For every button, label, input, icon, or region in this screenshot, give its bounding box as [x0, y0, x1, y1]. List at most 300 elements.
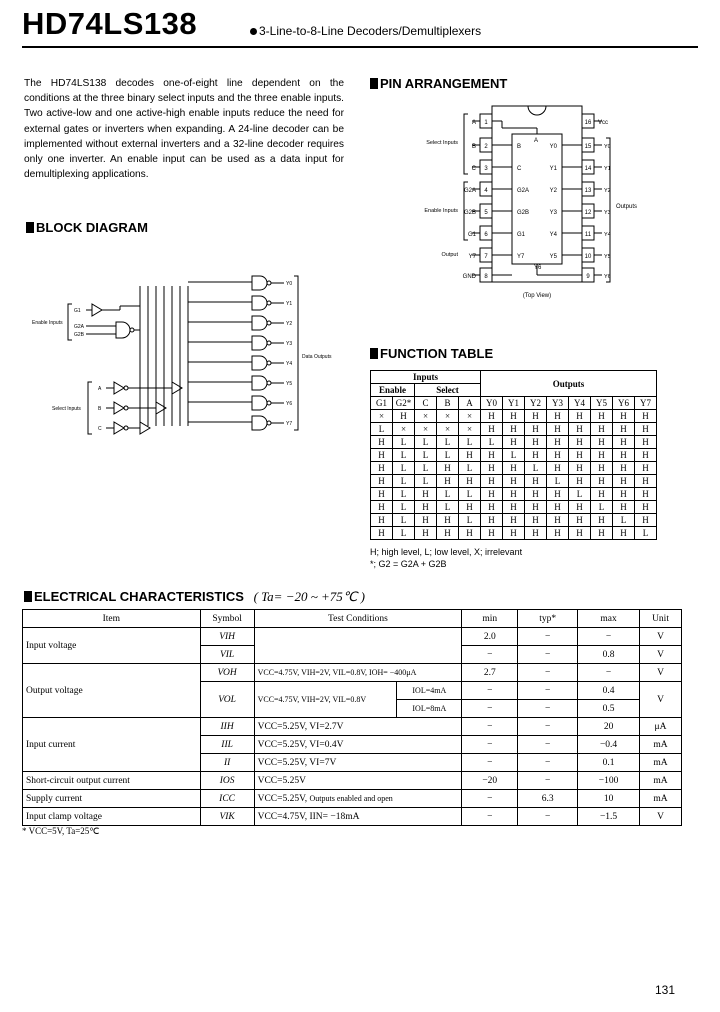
- heading-square-icon: [24, 591, 32, 602]
- ft-cell: L: [459, 488, 481, 501]
- ft-cell: H: [635, 436, 657, 449]
- bd-input-b: B: [98, 406, 102, 412]
- voh-typ: −: [518, 664, 578, 682]
- ft-cell: ×: [459, 410, 481, 423]
- pin-2-ext: B: [471, 144, 476, 150]
- sym-vik: VIK: [200, 808, 254, 826]
- icc-max: 10: [578, 790, 640, 808]
- sym-vil: VIL: [200, 646, 254, 664]
- ft-col-header: Y5: [591, 397, 613, 410]
- pin-7-ext: Y7: [468, 254, 476, 260]
- ft-cell: H: [635, 423, 657, 436]
- ft-cell: H: [503, 488, 525, 501]
- top-a-label: A: [534, 138, 539, 144]
- voh-unit: V: [640, 664, 682, 682]
- page-number: 131: [655, 983, 676, 997]
- ft-cell: H: [481, 501, 503, 514]
- cond-icc-outputs: Outputs enabled and open: [309, 793, 393, 803]
- ft-cell: H: [459, 527, 481, 540]
- ft-cell: ×: [437, 410, 459, 423]
- heading-text: BLOCK DIAGRAM: [36, 220, 148, 235]
- ft-col-header: Y4: [569, 397, 591, 410]
- iil-max: −0.4: [578, 736, 640, 754]
- pin-7-num: 7: [484, 254, 488, 260]
- table-row: [23, 772, 682, 790]
- cond-icc-vcc: VCC=5.25V,: [257, 793, 308, 804]
- ft-cell: H: [591, 514, 613, 527]
- pin-5-num: 5: [484, 210, 488, 216]
- heading-text: PIN ARRANGEMENT: [380, 76, 508, 91]
- vil-min: −: [462, 646, 518, 664]
- ft-cell: H: [371, 501, 393, 514]
- ft-cell: H: [591, 436, 613, 449]
- ii-typ: −: [518, 754, 578, 772]
- pin-4-ext: G2A: [463, 188, 476, 194]
- ft-cell: L: [415, 462, 437, 475]
- ft-cell: H: [481, 462, 503, 475]
- pin-5-ext: G2B: [463, 210, 476, 216]
- title-rule: [22, 46, 698, 48]
- ft-cell: L: [415, 436, 437, 449]
- ft-cell: H: [481, 527, 503, 540]
- bd-output-y5: Y5: [286, 381, 293, 387]
- vil-typ: −: [518, 646, 578, 664]
- ft-cell: L: [547, 475, 569, 488]
- bd-output-y2: Y2: [286, 321, 293, 327]
- ft-cell: L: [415, 475, 437, 488]
- ft-cell: H: [415, 514, 437, 527]
- pin-15-ext: Y0: [604, 144, 611, 150]
- icc-typ: 6.3: [518, 790, 578, 808]
- table-row: [371, 371, 657, 384]
- ft-cell: H: [437, 527, 459, 540]
- ft-cell: ×: [371, 410, 393, 423]
- sym-icc: ICC: [200, 790, 254, 808]
- ft-cell: L: [371, 423, 393, 436]
- ios-max: −100: [578, 772, 640, 790]
- cond-vol-common: VCC=4.75V, VIH=2V, VIL=0.8V: [257, 695, 367, 704]
- iih-typ: −: [518, 718, 578, 736]
- col-item: Item: [23, 610, 201, 628]
- item-input-voltage: Input voltage: [23, 628, 201, 664]
- heading-text: ELECTRICAL CHARACTERISTICS: [34, 589, 244, 604]
- function-table-notes: [370, 546, 522, 570]
- ft-cell: H: [547, 436, 569, 449]
- ft-cell: H: [503, 423, 525, 436]
- pin-6-ext: G1: [467, 232, 476, 238]
- ft-cell: H: [569, 410, 591, 423]
- intro-paragraph: The HD74LS138 decodes one-of-eight line dependent on the conditions at the three binary select inputs and the three enable inputs. Two active-low and one active-high enable inputs reduce the need for external gates or inverters when expanding. A 24-line decoder can be implemented without external inverters and a 32-line decoder requires only one inverter. An enable input can be used as a data input for demultiplexing applications.: [24, 78, 344, 181]
- ft-cell: H: [459, 475, 481, 488]
- electrical-table: [22, 609, 682, 826]
- ft-cell: L: [393, 462, 415, 475]
- top-view-label: (Top View): [522, 293, 552, 299]
- pin-5-int: G2B: [517, 210, 530, 216]
- sym-vih: VIH: [200, 628, 254, 646]
- ft-cell: H: [437, 475, 459, 488]
- ft-cell: L: [481, 436, 503, 449]
- vol1-max: 0.4: [578, 682, 640, 700]
- table-row: [371, 423, 657, 436]
- heading-square-icon: [370, 78, 378, 89]
- pin-10-num: 10: [584, 254, 592, 260]
- pin-7-int: Y7: [517, 254, 525, 260]
- vol1-min: −: [462, 682, 518, 700]
- col-min: min: [462, 610, 518, 628]
- cond-vol-8ma: IOL=8mA: [412, 704, 447, 713]
- ft-cell: H: [503, 436, 525, 449]
- table-row: [371, 488, 657, 501]
- iil-unit: mA: [640, 736, 682, 754]
- ft-cell: H: [371, 436, 393, 449]
- part-subtitle: [250, 24, 481, 38]
- ft-cell: H: [481, 449, 503, 462]
- pin-12-int: Y3: [549, 210, 557, 216]
- table-row: [23, 664, 682, 682]
- ft-cell: H: [437, 514, 459, 527]
- ft-col-header: Y2: [525, 397, 547, 410]
- table-row: [371, 449, 657, 462]
- pin-15-num: 15: [584, 144, 592, 150]
- table-header-row: [371, 397, 657, 410]
- select-inputs-label: Select Inputs: [426, 140, 458, 146]
- ft-cell: H: [525, 423, 547, 436]
- ft-cell: H: [613, 527, 635, 540]
- ft-cell: L: [393, 436, 415, 449]
- ft-cell: H: [481, 423, 503, 436]
- ft-cell: H: [569, 449, 591, 462]
- pin-4-num: 4: [484, 188, 488, 194]
- iih-max: 20: [578, 718, 640, 736]
- temperature-condition: ( Ta= −20 ~ +75℃ ): [253, 589, 365, 604]
- ft-cell: H: [525, 449, 547, 462]
- bd-data-outputs-label: Data Outputs: [302, 354, 332, 360]
- ft-cell: H: [569, 423, 591, 436]
- col-unit: Unit: [640, 610, 682, 628]
- enable-inputs-label: Enable Inputs: [424, 208, 458, 214]
- item-output-voltage: Output voltage: [23, 664, 201, 718]
- col-max: max: [578, 610, 640, 628]
- iih-min: −: [462, 718, 518, 736]
- ft-cell: H: [635, 410, 657, 423]
- vih-max: −: [578, 628, 640, 646]
- item-input-current: Input current: [23, 718, 201, 772]
- pin-14-ext: Y1: [604, 166, 611, 172]
- table-row: [23, 628, 682, 646]
- electrical-footnote: * VCC=5V, Ta=25℃: [22, 826, 100, 836]
- item-clamp-voltage: Input clamp voltage: [23, 808, 201, 826]
- ft-cell: H: [415, 488, 437, 501]
- bd-input-g2a: G2A: [74, 324, 85, 330]
- vol-unit: V: [640, 682, 682, 718]
- ft-cell: H: [569, 527, 591, 540]
- ft-cell: H: [459, 501, 481, 514]
- cond-iih: VCC=5.25V, VI=2.7V: [254, 718, 462, 736]
- ft-cell: H: [613, 475, 635, 488]
- ft-cell: L: [393, 501, 415, 514]
- sym-ios: IOS: [200, 772, 254, 790]
- ft-cell: H: [371, 527, 393, 540]
- ft-cell: L: [437, 436, 459, 449]
- ft-col-header: Y1: [503, 397, 525, 410]
- ft-cell: H: [503, 501, 525, 514]
- table-row: [371, 410, 657, 423]
- iil-typ: −: [518, 736, 578, 754]
- ft-cell: H: [569, 436, 591, 449]
- ii-unit: mA: [640, 754, 682, 772]
- pin-arrangement-heading: [370, 76, 507, 91]
- ft-cell: H: [635, 501, 657, 514]
- ft-cell: H: [547, 423, 569, 436]
- ft-col-header: Y6: [613, 397, 635, 410]
- ft-cell: H: [503, 410, 525, 423]
- ft-cell: L: [459, 514, 481, 527]
- heading-text: FUNCTION TABLE: [380, 346, 494, 361]
- ft-cell: H: [371, 462, 393, 475]
- vih-min: 2.0: [462, 628, 518, 646]
- bd-input-a: A: [98, 386, 102, 392]
- col-typ: typ*: [518, 610, 578, 628]
- ft-cell: H: [503, 475, 525, 488]
- cond-ii: VCC=5.25V, VI=7V: [254, 754, 462, 772]
- ft-cell: H: [569, 501, 591, 514]
- ft-cell: L: [393, 514, 415, 527]
- ft-cell: L: [437, 488, 459, 501]
- table-row: [371, 462, 657, 475]
- ft-cell: L: [503, 449, 525, 462]
- ft-cell: H: [591, 462, 613, 475]
- note-g2: *; G2 = G2A + G2B: [370, 559, 447, 569]
- vih-typ: −: [518, 628, 578, 646]
- pin-11-num: 11: [584, 232, 592, 238]
- heading-square-icon: [26, 222, 34, 233]
- ft-cell: ×: [415, 423, 437, 436]
- iil-min: −: [462, 736, 518, 754]
- vik-max: −1.5: [578, 808, 640, 826]
- ft-cell: H: [635, 488, 657, 501]
- pin-3-ext: C: [471, 166, 476, 172]
- ft-cell: H: [569, 475, 591, 488]
- ft-cell: L: [613, 514, 635, 527]
- ft-cell: H: [613, 501, 635, 514]
- ft-cell: ×: [437, 423, 459, 436]
- outputs-label: Outputs: [616, 204, 638, 210]
- bd-output-y3: Y3: [286, 341, 293, 347]
- heading-square-icon: [370, 348, 378, 359]
- ft-cell: H: [613, 423, 635, 436]
- ft-cell: L: [437, 449, 459, 462]
- table-row: [371, 436, 657, 449]
- part-number: HD74LS138: [22, 6, 198, 41]
- ft-col-header: Y3: [547, 397, 569, 410]
- vil-max: 0.8: [578, 646, 640, 664]
- ft-cell: H: [525, 501, 547, 514]
- ft-cell: L: [437, 501, 459, 514]
- ft-cell: H: [371, 488, 393, 501]
- ft-cell: H: [569, 462, 591, 475]
- vol2-min: −: [462, 700, 518, 718]
- cond-vol-4ma: IOL=4mA: [397, 682, 461, 700]
- pin-2-num: 2: [484, 144, 488, 150]
- table-row: [371, 475, 657, 488]
- ft-cell: H: [635, 462, 657, 475]
- table-row: [23, 718, 682, 736]
- pin-14-num: 14: [584, 166, 592, 172]
- ft-cell: L: [393, 449, 415, 462]
- ft-cell: H: [503, 514, 525, 527]
- ft-cell: H: [591, 410, 613, 423]
- pin-6-int: G1: [517, 232, 526, 238]
- pin-12-num: 12: [584, 210, 592, 216]
- item-supply-current: Supply current: [23, 790, 201, 808]
- electrical-heading: [24, 589, 365, 605]
- function-table-heading: [370, 346, 493, 361]
- bd-output-y6: Y6: [286, 401, 293, 407]
- ft-cell: L: [525, 462, 547, 475]
- ft-cell: H: [481, 410, 503, 423]
- pin-4-int: G2A: [517, 188, 530, 194]
- pin-3-int: C: [517, 166, 522, 172]
- ft-cell: H: [393, 410, 415, 423]
- select-header: Select: [415, 384, 481, 397]
- ft-cell: H: [613, 449, 635, 462]
- vol2-typ: −: [518, 700, 578, 718]
- ft-cell: H: [371, 514, 393, 527]
- voh-min: 2.7: [462, 664, 518, 682]
- ft-cell: H: [547, 462, 569, 475]
- pin-12-ext: Y3: [604, 210, 611, 216]
- vik-min: −: [462, 808, 518, 826]
- ft-cell: L: [393, 488, 415, 501]
- vol1-typ: −: [518, 682, 578, 700]
- pin-13-int: Y2: [549, 188, 557, 194]
- inputs-header: Inputs: [371, 371, 481, 384]
- ft-cell: H: [547, 514, 569, 527]
- pin-9-int: Y6: [534, 265, 542, 271]
- pin-2-int: B: [517, 144, 522, 150]
- ft-cell: H: [547, 449, 569, 462]
- ft-cell: H: [481, 475, 503, 488]
- ft-cell: H: [635, 514, 657, 527]
- col-symbol: Symbol: [200, 610, 254, 628]
- bd-select-label: Select Inputs: [52, 406, 81, 412]
- ft-cell: H: [525, 410, 547, 423]
- ft-cell: H: [613, 462, 635, 475]
- ft-cell: H: [547, 527, 569, 540]
- ft-cell: H: [591, 449, 613, 462]
- ft-cell: L: [415, 449, 437, 462]
- pin-13-num: 13: [584, 188, 592, 194]
- table-row: [371, 527, 657, 540]
- sym-iil: IIL: [200, 736, 254, 754]
- ft-cell: H: [525, 475, 547, 488]
- ft-cell: L: [459, 436, 481, 449]
- ios-typ: −: [518, 772, 578, 790]
- ft-cell: H: [613, 410, 635, 423]
- cond-vik: VCC=4.75V, IIN= −18mA: [254, 808, 462, 826]
- cond-ios: VCC=5.25V: [254, 772, 462, 790]
- pin-9-num: 9: [586, 274, 590, 280]
- block-diagram-heading: [26, 220, 148, 235]
- icc-min: −: [462, 790, 518, 808]
- pin-11-ext: Y4: [604, 232, 611, 238]
- pin-10-ext: Y5: [604, 254, 611, 260]
- cond-iil: VCC=5.25V, VI=0.4V: [254, 736, 462, 754]
- cond-icc: [254, 790, 462, 808]
- ft-cell: H: [547, 501, 569, 514]
- ii-max: 0.1: [578, 754, 640, 772]
- ios-unit: mA: [640, 772, 682, 790]
- vol2-max: 0.5: [578, 700, 640, 718]
- bd-output-y0: Y0: [286, 281, 293, 287]
- vih-unit: V: [640, 628, 682, 646]
- ft-cell: H: [371, 475, 393, 488]
- ft-col-header: G2*: [393, 397, 415, 410]
- bullet-icon: [250, 28, 257, 35]
- ft-col-header: B: [437, 397, 459, 410]
- sym-vol: VOL: [200, 682, 254, 718]
- pin-14-int: Y1: [549, 166, 557, 172]
- pin-11-int: Y4: [549, 232, 557, 238]
- vil-unit: V: [640, 646, 682, 664]
- ft-cell: L: [591, 501, 613, 514]
- output-label: Output: [441, 252, 458, 258]
- sym-ii: II: [200, 754, 254, 772]
- ft-cell: H: [525, 527, 547, 540]
- ft-col-header: A: [459, 397, 481, 410]
- ft-cell: H: [481, 514, 503, 527]
- table-row: [371, 514, 657, 527]
- ft-cell: L: [393, 475, 415, 488]
- ft-cell: ×: [459, 423, 481, 436]
- bd-enable-label: Enable Inputs: [32, 320, 63, 326]
- ft-cell: H: [415, 527, 437, 540]
- pin-1-ext: A: [471, 120, 476, 126]
- table-header-row: [23, 610, 682, 628]
- pin-arrangement-diagram: [420, 104, 660, 304]
- pin-3-num: 3: [484, 166, 488, 172]
- sym-iih: IIH: [200, 718, 254, 736]
- ft-cell: H: [481, 488, 503, 501]
- outputs-header: Outputs: [481, 371, 657, 397]
- ft-col-header: Y0: [481, 397, 503, 410]
- ft-cell: H: [525, 436, 547, 449]
- ft-cell: H: [613, 488, 635, 501]
- bd-output-y7: Y7: [286, 421, 293, 427]
- ft-cell: H: [591, 527, 613, 540]
- table-row: [371, 501, 657, 514]
- pin-9-ext: Y6: [604, 274, 611, 280]
- bd-input-g1: G1: [74, 308, 81, 314]
- ii-min: −: [462, 754, 518, 772]
- pin-15-int: Y0: [549, 144, 557, 150]
- icc-unit: mA: [640, 790, 682, 808]
- pin-10-int: Y5: [549, 254, 557, 260]
- note-levels: H; high level, L; low level, X; irrelevant: [370, 547, 523, 557]
- bd-input-g2b: G2B: [74, 332, 85, 338]
- cond-vol: [254, 682, 462, 718]
- ft-cell: H: [635, 475, 657, 488]
- ft-cell: L: [569, 488, 591, 501]
- col-test: Test Conditions: [254, 610, 462, 628]
- ft-cell: H: [437, 462, 459, 475]
- table-row: [23, 808, 682, 826]
- table-row: [23, 790, 682, 808]
- ft-cell: H: [635, 449, 657, 462]
- voh-max: −: [578, 664, 640, 682]
- function-table: [370, 370, 657, 540]
- bd-output-y1: Y1: [286, 301, 293, 307]
